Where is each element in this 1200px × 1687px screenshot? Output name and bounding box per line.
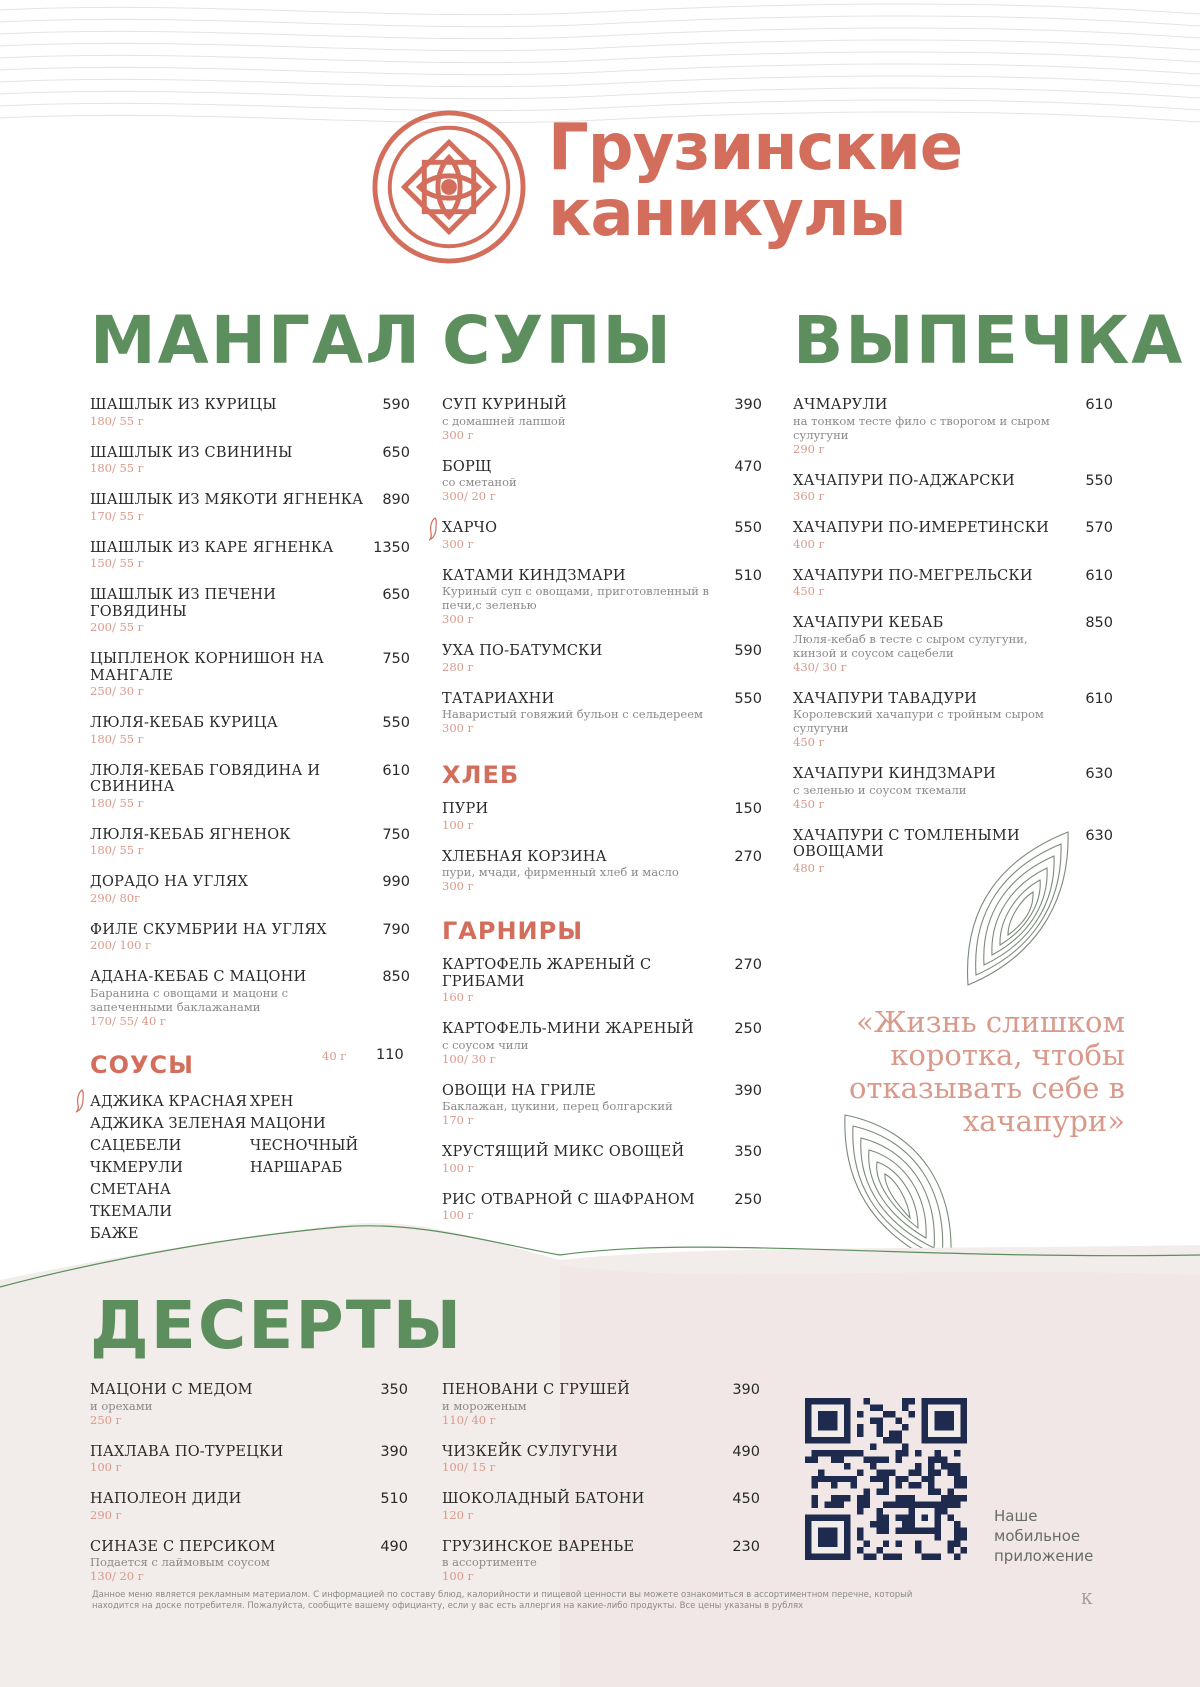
item-weight: 200/ 55 г bbox=[90, 620, 144, 634]
item-weight: 290 г bbox=[90, 1507, 122, 1522]
item-name: ПАХЛАВА ПО-ТУРЕЦКИ bbox=[90, 1443, 284, 1460]
garnish-title: ГАРНИРЫ bbox=[442, 917, 584, 945]
item-name: ШАШЛЫК ИЗ МЯКОТИ ЯГНЕНКА bbox=[90, 492, 364, 508]
item-weight: 100/ 30 г bbox=[442, 1051, 496, 1066]
menu-item bbox=[793, 691, 1113, 750]
item-weight: 200/ 100 г bbox=[90, 938, 152, 952]
item-name: ХРУСТЯЩИЙ МИКС ОВОЩЕЙ bbox=[442, 1144, 685, 1160]
menu-item bbox=[90, 1382, 408, 1427]
item-weight: 100 г bbox=[442, 1160, 474, 1175]
item-name: ПЕНОВАНИ С ГРУШЕЙ bbox=[442, 1382, 631, 1398]
item-description: Наваристый говяжий бульон с сельдереем bbox=[442, 707, 703, 721]
item-weight: 290/ 80г bbox=[90, 890, 141, 905]
item-name: АЧМАРУЛИ bbox=[793, 397, 888, 413]
item-weight: 250/ 30 г bbox=[90, 684, 144, 698]
item-price: 610 bbox=[1085, 690, 1113, 707]
item-weight: 100 г bbox=[90, 1460, 122, 1474]
item-price: 390 bbox=[734, 1082, 762, 1099]
menu-item bbox=[442, 397, 762, 442]
disclaimer: Данное меню является рекламным материалом. С информацией по составу блюд, калорийности и пищевой ценности вы можете ознакомиться в ассортиментном перечне, который находится на доске потребителя. Пожалуйста, сообщите вашему официанту, если у вас есть аллергия на какие-либо продукты. Все цены указаны в рублях bbox=[92, 1590, 913, 1611]
menu-item bbox=[442, 1444, 760, 1475]
menu-item bbox=[442, 849, 762, 894]
sauce-item: НАРШАРАБ bbox=[250, 1159, 343, 1176]
item-weight: 170 г bbox=[442, 1113, 474, 1127]
chili-pepper-icon bbox=[74, 1089, 86, 1113]
item-description: со сметаной bbox=[442, 475, 517, 489]
menu-item bbox=[442, 1491, 760, 1522]
item-name: ШАШЛЫК ИЗ СВИНИНЫ bbox=[90, 444, 293, 461]
menu-item bbox=[442, 1539, 760, 1584]
menu-item bbox=[793, 568, 1113, 599]
item-price: 230 bbox=[732, 1538, 760, 1555]
bread-title: ХЛЕБ bbox=[442, 761, 520, 789]
sauce-item: АДЖИКА ЗЕЛЕНАЯ bbox=[90, 1115, 247, 1132]
bread-list bbox=[442, 801, 762, 893]
menu-item bbox=[90, 922, 410, 953]
item-price: 750 bbox=[382, 826, 410, 843]
desserts-title: ДЕСЕРТЫ bbox=[90, 1287, 464, 1364]
item-weight: 480 г bbox=[793, 860, 825, 875]
item-name: ФИЛЕ СКУМБРИИ НА УГЛЯХ bbox=[90, 921, 327, 938]
item-weight: 250 г bbox=[90, 1412, 122, 1427]
item-weight: 280 г bbox=[442, 659, 474, 674]
quote-text: «Жизнь слишком коротка, чтобы отказывать себе в хачапури» bbox=[848, 1005, 1125, 1138]
sauce-item: СМЕТАНА bbox=[90, 1181, 171, 1198]
menu-item bbox=[442, 459, 762, 504]
menu-item bbox=[90, 1491, 408, 1522]
item-weight: 160 г bbox=[442, 990, 474, 1004]
item-weight: 100 г bbox=[442, 1569, 474, 1583]
item-name: ХАЧАПУРИ КИНДЗМАРИ bbox=[793, 766, 996, 782]
mangal-section bbox=[90, 302, 422, 1245]
item-name: КАРТОФЕЛЬ ЖАРЕНЫЙ С ГРИБАМИ bbox=[442, 957, 652, 990]
item-weight: 180/ 55 г bbox=[90, 795, 144, 810]
menu-item bbox=[90, 827, 410, 858]
pastry-list bbox=[793, 397, 1113, 875]
item-name: ШАШЛЫК ИЗ КУРИЦЫ bbox=[90, 397, 277, 413]
item-name: ГРУЗИНСКОЕ ВАРЕНЬЕ bbox=[442, 1538, 635, 1555]
menu-item bbox=[90, 445, 410, 476]
item-price: 890 bbox=[382, 492, 410, 508]
item-weight: 450 г bbox=[793, 584, 825, 598]
chili-pepper-icon bbox=[427, 517, 439, 541]
item-price: 490 bbox=[732, 1443, 760, 1460]
item-price: 510 bbox=[734, 567, 762, 584]
item-price: 390 bbox=[732, 1382, 760, 1398]
menu-item bbox=[442, 1382, 760, 1427]
item-weight: 180/ 55 г bbox=[90, 461, 144, 475]
sauce-item: ЧЕСНОЧНЫЙ bbox=[250, 1137, 359, 1154]
item-price: 490 bbox=[380, 1538, 408, 1555]
item-weight: 300 г bbox=[442, 536, 474, 551]
item-name: ХАЧАПУРИ С ТОМЛЕНЫМИ ОВОЩАМИ bbox=[793, 827, 1020, 860]
soups-list bbox=[442, 397, 762, 735]
item-price: 610 bbox=[1085, 567, 1113, 584]
item-description: на тонком тесте фило с творогом и сыром сулугуни bbox=[793, 413, 1050, 442]
item-price: 350 bbox=[380, 1382, 408, 1398]
item-name: ХАЧАПУРИ КЕБАБ bbox=[793, 615, 944, 631]
item-price: 350 bbox=[734, 1144, 762, 1160]
item-description: с домашней лапшой bbox=[442, 413, 566, 428]
item-price: 550 bbox=[734, 520, 762, 536]
item-weight: 170/ 55/ 40 г bbox=[90, 1013, 166, 1028]
item-weight: 180/ 55 г bbox=[90, 413, 144, 428]
item-description: с зеленью и соусом ткемали bbox=[793, 782, 967, 797]
item-name: ХАРЧО bbox=[442, 520, 498, 536]
menu-item bbox=[442, 520, 762, 551]
item-name: ОВОЩИ НА ГРИЛЕ bbox=[442, 1082, 596, 1099]
menu-item bbox=[90, 874, 410, 905]
menu-item bbox=[90, 397, 410, 428]
soups-title: СУПЫ bbox=[442, 302, 673, 379]
item-name: КАТАМИ КИНДЗМАРИ bbox=[442, 567, 626, 584]
item-description: Королевский хачапури с тройным сыром сулугуни bbox=[793, 707, 1044, 735]
menu-item bbox=[793, 473, 1113, 504]
sauce-item: БАЖЕ bbox=[90, 1225, 139, 1242]
item-price: 1350 bbox=[373, 539, 410, 556]
sauce-item: ХРЕН bbox=[250, 1093, 294, 1110]
mangal-title: МАНГАЛ bbox=[90, 302, 422, 379]
item-name: ЛЮЛЯ-КЕБАБ ЯГНЕНОК bbox=[90, 826, 291, 843]
item-weight: 100/ 15 г bbox=[442, 1460, 496, 1474]
item-price: 850 bbox=[382, 969, 410, 985]
menu-item bbox=[442, 691, 762, 736]
menu-item bbox=[793, 520, 1113, 551]
item-weight: 180/ 55 г bbox=[90, 731, 144, 746]
menu-item bbox=[90, 715, 410, 746]
item-description: Баранина с овощами и мацони с запеченными баклажанами bbox=[90, 985, 289, 1014]
menu-item bbox=[442, 1144, 762, 1175]
item-price: 570 bbox=[1085, 520, 1113, 536]
desserts-column-2 bbox=[442, 1382, 760, 1600]
desserts-column-1 bbox=[90, 1382, 408, 1600]
sauces-weight: 40 г bbox=[322, 1048, 347, 1063]
menu-item bbox=[90, 1539, 408, 1584]
item-description: Куриный суп с овощами, приготовленный в печи,с зеленью bbox=[442, 584, 710, 612]
brand-line-2: каникулы bbox=[548, 177, 906, 251]
menu-item bbox=[90, 587, 410, 634]
sauce-item: САЦЕБЕЛИ bbox=[90, 1137, 182, 1154]
item-name: ХАЧАПУРИ ПО-АДЖАРСКИ bbox=[793, 472, 1015, 489]
item-weight: 300 г bbox=[442, 721, 474, 735]
item-name: РИС ОТВАРНОЙ С ШАФРАНОМ bbox=[442, 1191, 695, 1208]
item-name: СУП КУРИНЫЙ bbox=[442, 397, 567, 413]
item-weight: 290 г bbox=[793, 441, 825, 456]
item-name: ХАЧАПУРИ ПО-ИМЕРЕТИНСКИ bbox=[793, 520, 1049, 536]
mangal-list bbox=[90, 397, 410, 1028]
item-weight: 430/ 30 г bbox=[793, 659, 847, 674]
item-name: БОРЩ bbox=[442, 458, 492, 475]
corner-mark: К bbox=[1081, 1590, 1093, 1608]
sauce-item: МАЦОНИ bbox=[250, 1115, 326, 1132]
item-price: 650 bbox=[382, 444, 410, 461]
item-weight: 300/ 20 г bbox=[442, 489, 496, 503]
item-weight: 300 г bbox=[442, 879, 474, 893]
sauce-item: ТКЕМАЛИ bbox=[90, 1203, 173, 1220]
menu-item bbox=[90, 492, 410, 523]
menu-item bbox=[442, 1021, 762, 1066]
item-price: 450 bbox=[732, 1491, 760, 1507]
item-name: ХЛЕБНАЯ КОРЗИНА bbox=[442, 848, 607, 865]
menu-item bbox=[90, 1444, 408, 1475]
item-name: ПУРИ bbox=[442, 801, 489, 817]
pastry-title: ВЫПЕЧКА bbox=[793, 302, 1185, 379]
item-weight: 450 г bbox=[793, 735, 825, 749]
item-weight: 120 г bbox=[442, 1507, 474, 1522]
item-name: КАРТОФЕЛЬ-МИНИ ЖАРЕНЫЙ bbox=[442, 1021, 694, 1037]
item-description: пури, мчади, фирменный хлеб и масло bbox=[442, 865, 679, 879]
item-name: ХАЧАПУРИ ТАВАДУРИ bbox=[793, 690, 977, 707]
item-name: СИНАЗЕ С ПЕРСИКОМ bbox=[90, 1538, 276, 1555]
item-name: ШОКОЛАДНЫЙ БАТОНИ bbox=[442, 1491, 645, 1507]
item-name: ТАТАРИАХНИ bbox=[442, 690, 555, 707]
menu-item bbox=[793, 615, 1113, 674]
item-price: 250 bbox=[734, 1021, 762, 1037]
item-weight: 300 г bbox=[442, 427, 474, 442]
sauces-title: СОУСЫ bbox=[90, 1050, 194, 1079]
item-name: АДАНА-КЕБАБ С МАЦОНИ bbox=[90, 969, 307, 985]
pastry-section bbox=[793, 302, 1185, 892]
sauces-price: 110 bbox=[376, 1046, 404, 1063]
item-weight: 360 г bbox=[793, 489, 825, 503]
item-price: 470 bbox=[734, 458, 762, 475]
item-name: ДОРАДО НА УГЛЯХ bbox=[90, 874, 249, 890]
item-description: Люля-кебаб в тесте с сыром сулугуни, кинзой и соусом сацебели bbox=[793, 631, 1028, 660]
desserts-section bbox=[90, 1287, 760, 1583]
item-weight: 130/ 20 г bbox=[90, 1569, 144, 1583]
menu-item bbox=[442, 957, 762, 1004]
item-name: ЛЮЛЯ-КЕБАБ ГОВЯДИНА И СВИНИНА bbox=[90, 762, 321, 795]
item-description: с соусом чили bbox=[442, 1037, 529, 1052]
item-price: 390 bbox=[734, 397, 762, 413]
item-price: 630 bbox=[1085, 827, 1113, 844]
item-description: в ассортименте bbox=[442, 1555, 537, 1569]
qr-code-icon[interactable] bbox=[805, 1398, 967, 1560]
item-name: МАЦОНИ С МЕДОМ bbox=[90, 1382, 253, 1398]
item-price: 550 bbox=[734, 690, 762, 707]
soups-section bbox=[442, 302, 762, 1239]
item-price: 750 bbox=[382, 651, 410, 667]
item-description: Баклажан, цукини, перец болгарский bbox=[442, 1099, 673, 1113]
item-price: 250 bbox=[734, 1191, 762, 1208]
item-weight: 400 г bbox=[793, 536, 825, 551]
item-price: 390 bbox=[380, 1443, 408, 1460]
item-price: 850 bbox=[1085, 615, 1113, 631]
leaf-ornament-icon bbox=[958, 830, 1073, 990]
item-price: 650 bbox=[382, 587, 410, 603]
item-description: и орехами bbox=[90, 1398, 153, 1413]
item-weight: 110/ 40 г bbox=[442, 1412, 496, 1427]
menu-item bbox=[793, 766, 1113, 811]
item-name: УХА ПО-БАТУМСКИ bbox=[442, 643, 603, 659]
item-name: ШАШЛЫК ИЗ ПЕЧЕНИ ГОВЯДИНЫ bbox=[90, 587, 277, 620]
item-price: 610 bbox=[382, 762, 410, 779]
item-weight: 180/ 55 г bbox=[90, 843, 144, 857]
item-name: ШАШЛЫК ИЗ КАРЕ ЯГНЕНКА bbox=[90, 539, 334, 556]
sauces-header bbox=[90, 1045, 410, 1081]
item-price: 990 bbox=[382, 874, 410, 890]
item-weight: 100 г bbox=[442, 1208, 474, 1222]
item-weight: 150/ 55 г bbox=[90, 556, 144, 570]
item-weight: 100 г bbox=[442, 817, 474, 832]
item-name: ЦЫПЛЕНОК КОРНИШОН НА МАНГАЛЕ bbox=[90, 651, 325, 684]
menu-item bbox=[442, 801, 762, 832]
item-description: и мороженым bbox=[442, 1398, 527, 1413]
app-caption: Наше мобильное приложение bbox=[994, 1507, 1094, 1565]
item-price: 550 bbox=[382, 715, 410, 731]
item-price: 610 bbox=[1085, 397, 1113, 413]
item-weight: 300 г bbox=[442, 612, 474, 626]
item-price: 270 bbox=[734, 957, 762, 973]
menu-item bbox=[90, 651, 410, 698]
menu-item bbox=[90, 540, 410, 571]
menu-item bbox=[90, 763, 410, 810]
item-price: 590 bbox=[382, 397, 410, 413]
item-price: 590 bbox=[734, 643, 762, 659]
menu-item bbox=[90, 969, 410, 1028]
sauce-item: ЧКМЕРУЛИ bbox=[90, 1159, 183, 1176]
ornament-logo-icon bbox=[370, 108, 528, 266]
item-weight: 450 г bbox=[793, 796, 825, 811]
menu-item bbox=[793, 397, 1113, 456]
garnish-list bbox=[442, 957, 762, 1222]
item-name: ХАЧАПУРИ ПО-МЕГРЕЛЬСКИ bbox=[793, 567, 1033, 584]
item-description: Подается с лаймовым соусом bbox=[90, 1555, 270, 1569]
item-price: 510 bbox=[380, 1491, 408, 1507]
menu-item bbox=[442, 568, 762, 627]
item-price: 790 bbox=[382, 921, 410, 938]
item-price: 550 bbox=[1085, 472, 1113, 489]
brand-name bbox=[548, 111, 963, 251]
item-name: ЛЮЛЯ-КЕБАБ КУРИЦА bbox=[90, 715, 278, 731]
item-price: 630 bbox=[1085, 766, 1113, 782]
item-weight: 170/ 55 г bbox=[90, 508, 144, 523]
sauce-item: АДЖИКА КРАСНАЯ bbox=[90, 1093, 247, 1110]
item-price: 270 bbox=[734, 848, 762, 865]
menu-item bbox=[442, 643, 762, 674]
item-name: ЧИЗКЕЙК СУЛУГУНИ bbox=[442, 1443, 618, 1460]
brand-line-1: Грузинские bbox=[548, 111, 963, 185]
item-name: НАПОЛЕОН ДИДИ bbox=[90, 1491, 242, 1507]
item-price: 150 bbox=[734, 801, 762, 817]
menu-item bbox=[442, 1083, 762, 1128]
